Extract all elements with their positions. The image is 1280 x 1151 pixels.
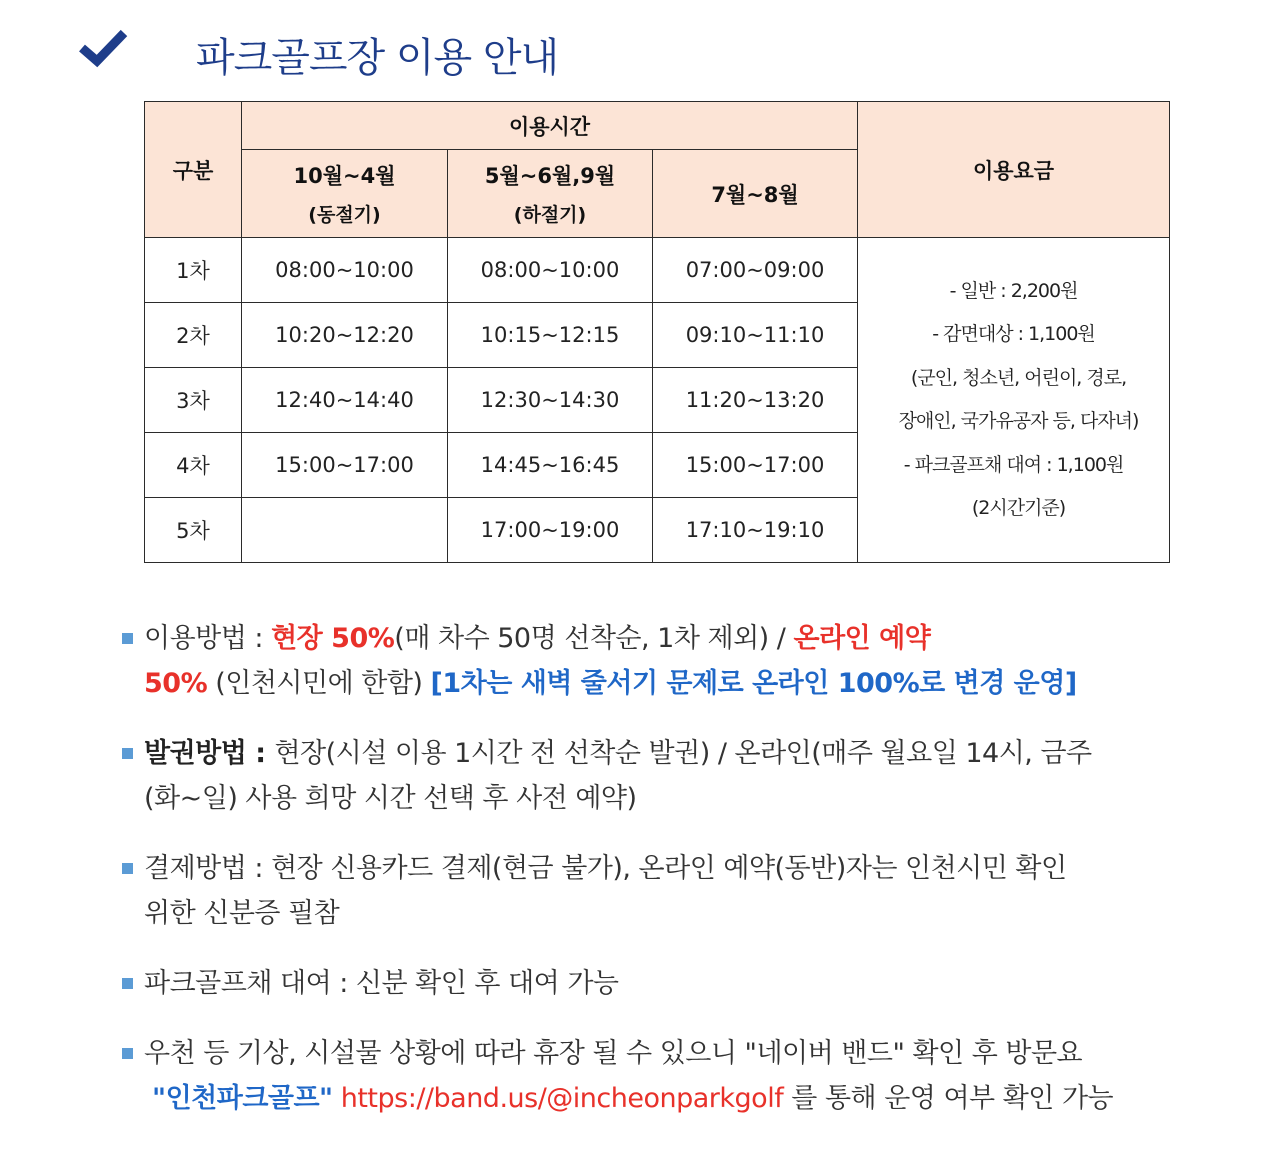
header-category: 구분 bbox=[145, 102, 242, 238]
note-payment-method bbox=[120, 846, 1180, 936]
square-bullet-icon bbox=[122, 978, 133, 989]
note-highlight: 현장 50% bbox=[271, 623, 395, 654]
fee-cell bbox=[858, 238, 1170, 563]
season-sub: (동절기) bbox=[308, 204, 381, 226]
round-cell: 2차 bbox=[145, 303, 242, 368]
note-ticket-method bbox=[120, 731, 1180, 821]
fee-line: 장애인, 국가유공자 등, 다자녀) bbox=[898, 410, 1139, 432]
note-club-rental bbox=[120, 961, 1180, 1006]
band-link[interactable]: https://band.us/@incheonparkgolf bbox=[340, 1083, 784, 1114]
time-cell: 15:00~17:00 bbox=[653, 433, 858, 498]
note-highlight: 온라인 예약 bbox=[793, 623, 931, 654]
schedule-table bbox=[144, 101, 1170, 563]
season-label: 10월~4월 bbox=[293, 164, 396, 188]
note-text: (인천시민에 한함) bbox=[207, 668, 431, 699]
time-cell: 12:30~14:30 bbox=[448, 368, 653, 433]
note-highlight-blue: [1차는 새벽 줄서기 문제로 온라인 100%로 변경 운영] bbox=[430, 668, 1077, 699]
time-cell: 10:20~12:20 bbox=[242, 303, 448, 368]
fee-line: (2시간기준) bbox=[971, 497, 1066, 519]
square-bullet-icon bbox=[122, 1048, 133, 1059]
note-text: 현장(시설 이용 1시간 전 선착순 발권) / 온라인(매주 월요일 14시, 금주 bbox=[274, 738, 1092, 769]
page-title: 파크골프장 이용 안내 bbox=[196, 35, 559, 81]
header-time: 이용시간 bbox=[242, 102, 858, 150]
round-cell: 1차 bbox=[145, 238, 242, 303]
time-cell: 12:40~14:40 bbox=[242, 368, 448, 433]
header-season-summer bbox=[448, 150, 653, 238]
time-cell: 09:10~11:10 bbox=[653, 303, 858, 368]
table-row bbox=[145, 238, 1170, 303]
header-season-midsummer bbox=[653, 150, 858, 238]
note-text: (매 차수 50명 선착순, 1차 제외) / bbox=[394, 623, 794, 654]
square-bullet-icon bbox=[122, 863, 133, 874]
note-label: 발권방법 : bbox=[144, 738, 275, 769]
season-label: 5월~6월,9월 bbox=[484, 164, 616, 188]
note-usage-method bbox=[120, 616, 1180, 706]
time-cell: 15:00~17:00 bbox=[242, 433, 448, 498]
time-cell: 10:15~12:15 bbox=[448, 303, 653, 368]
season-label: 7월~8월 bbox=[711, 182, 799, 207]
round-cell: 5차 bbox=[145, 498, 242, 563]
note-text: (화~일) 사용 희망 시간 선택 후 사전 예약) bbox=[144, 783, 637, 814]
time-cell: 17:10~19:10 bbox=[653, 498, 858, 563]
fee-line: - 파크골프채 대여 : 1,100원 bbox=[903, 453, 1124, 476]
season-sub: (하절기) bbox=[513, 204, 587, 226]
time-cell: 11:20~13:20 bbox=[653, 368, 858, 433]
note-text: 결제방법 : 현장 신용카드 결제(현금 불가), 온라인 예약(동반)자는 인천시민 확인 bbox=[144, 853, 1067, 884]
note-text: 이용방법 : bbox=[144, 623, 272, 654]
note-closure bbox=[120, 1031, 1180, 1121]
note-text: 를 통해 운영 여부 확인 가능 bbox=[783, 1083, 1114, 1114]
note-text: 우천 등 기상, 시설물 상황에 따라 휴장 될 수 있으니 "네이버 밴드" 확인 후 방문요 bbox=[144, 1038, 1083, 1069]
fee-line: - 감면대상 : 1,100원 bbox=[932, 323, 1095, 345]
check-icon bbox=[78, 28, 128, 68]
fee-line: - 일반 : 2,200원 bbox=[949, 279, 1078, 302]
fee-line: (군인, 청소년, 어린이, 경로, bbox=[910, 366, 1127, 389]
round-cell: 3차 bbox=[145, 368, 242, 433]
note-highlight: 50% bbox=[144, 668, 208, 699]
time-cell: 08:00~10:00 bbox=[448, 238, 653, 303]
time-cell: 07:00~09:00 bbox=[653, 238, 858, 303]
note-text: 파크골프채 대여 : 신분 확인 후 대여 가능 bbox=[144, 968, 619, 999]
square-bullet-icon bbox=[122, 633, 133, 644]
time-cell bbox=[242, 498, 448, 563]
square-bullet-icon bbox=[122, 748, 133, 759]
notes-list bbox=[120, 616, 1180, 1121]
header-fee: 이용요금 bbox=[858, 102, 1170, 238]
header-season-winter bbox=[242, 150, 448, 238]
time-cell: 14:45~16:45 bbox=[448, 433, 653, 498]
round-cell: 4차 bbox=[145, 433, 242, 498]
note-text: 위한 신분증 필참 bbox=[144, 898, 340, 929]
band-name: "인천파크골프" bbox=[152, 1083, 333, 1114]
time-cell: 08:00~10:00 bbox=[242, 238, 448, 303]
time-cell: 17:00~19:00 bbox=[448, 498, 653, 563]
